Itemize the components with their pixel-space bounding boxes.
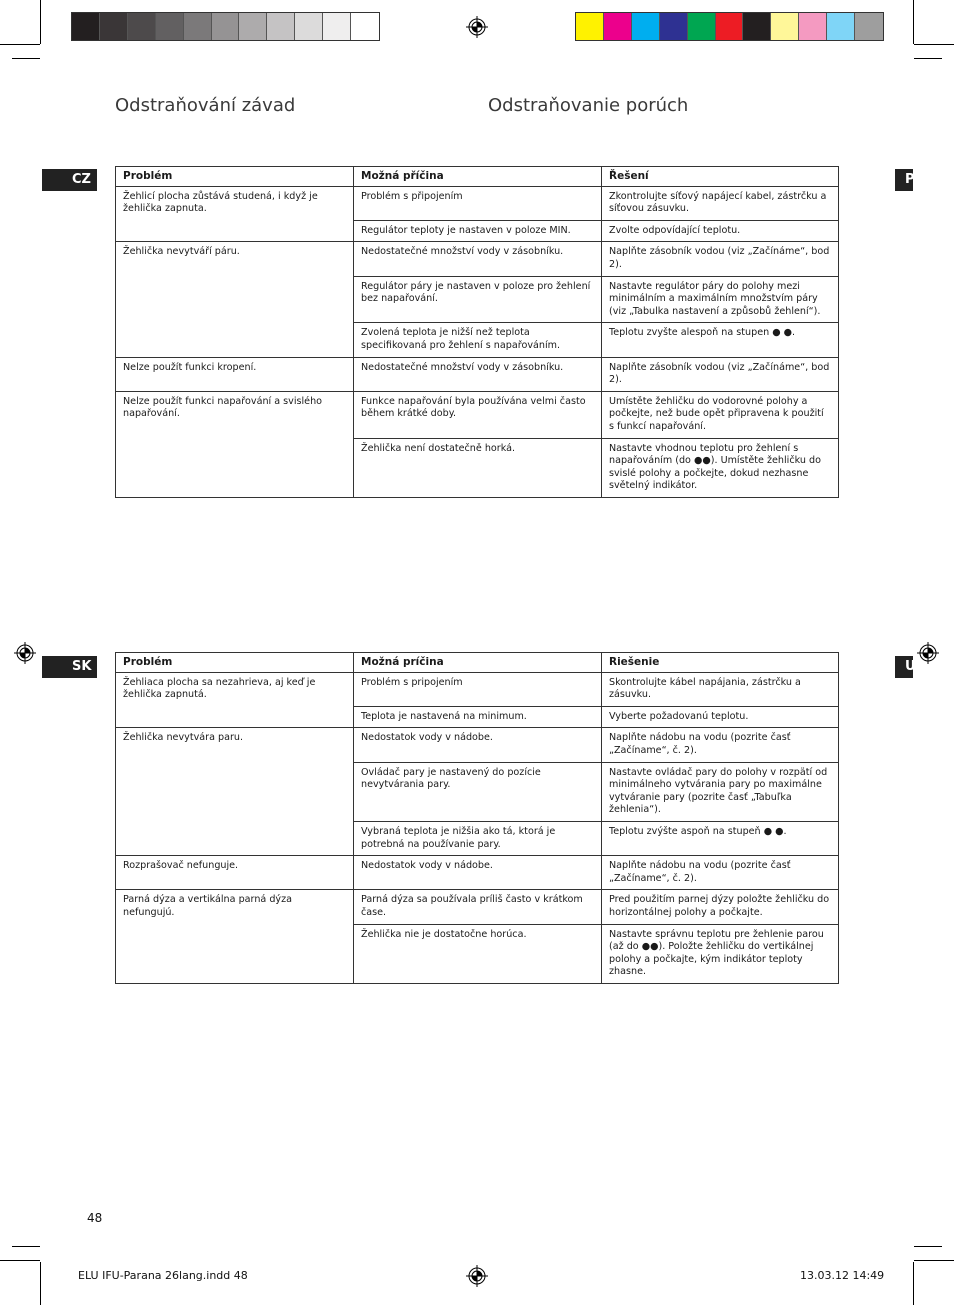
solution-cell: Naplňte zásobník vodou (viz „Začínáme“, bod 2). bbox=[602, 357, 839, 391]
registration-mark-icon bbox=[466, 1265, 488, 1287]
color-swatch bbox=[604, 13, 632, 40]
troubleshooting-table-sk bbox=[115, 652, 839, 984]
print-date: 13.03.12 14:49 bbox=[800, 1269, 885, 1282]
language-tab-sk: SK bbox=[42, 656, 97, 678]
crop-mark bbox=[914, 1260, 954, 1261]
registration-mark-icon bbox=[14, 642, 36, 664]
cause-cell: Problém s připojením bbox=[354, 186, 602, 220]
color-swatch bbox=[184, 13, 212, 40]
crop-mark bbox=[40, 1262, 41, 1305]
solution-cell: Skontrolujte kábel napájania, zástrčku a zásuvku. bbox=[602, 672, 839, 706]
table-row bbox=[116, 728, 839, 762]
column-header: Možná príčina bbox=[354, 653, 602, 673]
cause-cell: Funkce napařování byla používána velmi často během krátké doby. bbox=[354, 391, 602, 438]
problem-cell: Žehliaca plocha sa nezahrieva, aj keď je žehlička zapnutá. bbox=[116, 672, 354, 728]
cause-cell: Nedostatok vody v nádobe. bbox=[354, 856, 602, 890]
color-swatch bbox=[100, 13, 128, 40]
solution-cell: Naplňte nádobu na vodu (pozrite časť „Začíname“, č. 2). bbox=[602, 856, 839, 890]
grayscale-color-bar bbox=[71, 12, 380, 41]
color-swatch bbox=[323, 13, 351, 40]
cause-cell: Regulátor teploty je nastaven v poloze MIN. bbox=[354, 220, 602, 242]
solution-cell: Nastavte regulátor páry do polohy mezi minimálním a maximálním množstvím páry (viz „Tabulka nastavení a způsobů žehlení“). bbox=[602, 276, 839, 323]
color-swatch bbox=[660, 13, 688, 40]
solution-cell: Zkontrolujte síťový napájecí kabel, zástrčku a síťovou zásuvku. bbox=[602, 186, 839, 220]
column-header: Riešenie bbox=[602, 653, 839, 673]
cause-cell: Parná dýza sa používala príliš často v krátkom čase. bbox=[354, 890, 602, 924]
column-header: Problém bbox=[116, 167, 354, 187]
solution-cell: Zvolte odpovídající teplotu. bbox=[602, 220, 839, 242]
column-header: Problém bbox=[116, 653, 354, 673]
cause-cell: Nedostatok vody v nádobe. bbox=[354, 728, 602, 762]
solution-cell: Naplňte zásobník vodou (viz „Začínáme“, bod 2). bbox=[602, 242, 839, 276]
problem-cell: Žehlicí plocha zůstává studená, i když je žehlička zapnuta. bbox=[116, 186, 354, 242]
crop-mark bbox=[12, 58, 40, 59]
crop-mark bbox=[914, 44, 954, 45]
solution-cell: Nastavte správnu teplotu pre žehlenie parou (až do ●●). Položte žehličku do vertikálnej polohy a počkajte, kým indikátor teploty zhasne. bbox=[602, 924, 839, 983]
color-swatch bbox=[267, 13, 295, 40]
table-row bbox=[116, 242, 839, 276]
problem-cell: Nelze použít funkci kropení. bbox=[116, 357, 354, 391]
problem-cell: Parná dýza a vertikálna parná dýza nefungujú. bbox=[116, 890, 354, 984]
table-body bbox=[116, 186, 839, 497]
color-swatch bbox=[295, 13, 323, 40]
process-color-bar bbox=[575, 12, 884, 41]
table-body bbox=[116, 672, 839, 983]
registration-mark-icon bbox=[917, 642, 939, 664]
cause-cell: Regulátor páry je nastaven v poloze pro žehlení bez napařování. bbox=[354, 276, 602, 323]
color-swatch bbox=[212, 13, 240, 40]
color-swatch bbox=[855, 13, 883, 40]
registration-mark-icon bbox=[466, 16, 488, 38]
troubleshooting-table-cz bbox=[115, 166, 839, 498]
table-row bbox=[116, 391, 839, 438]
page-title-sk: Odstraňovanie porúch bbox=[488, 95, 689, 116]
color-swatch bbox=[239, 13, 267, 40]
cause-cell: Nedostatečné množství vody v zásobníku. bbox=[354, 357, 602, 391]
solution-cell: Nastavte ovládač pary do polohy v rozpätí od minimálneho vytvárania pary po maximálne vytváranie pary (pozrite časť „Tabuľka žehlenia“). bbox=[602, 762, 839, 821]
problem-cell: Žehlička nevytvára paru. bbox=[116, 728, 354, 856]
solution-cell: Vyberte požadovanú teplotu. bbox=[602, 706, 839, 728]
problem-cell: Žehlička nevytváří páru. bbox=[116, 242, 354, 357]
color-swatch bbox=[771, 13, 799, 40]
problem-cell: Nelze použít funkci napařování a svislého napařování. bbox=[116, 391, 354, 497]
language-tab-right-top: P bbox=[895, 169, 913, 191]
color-swatch bbox=[351, 13, 379, 40]
crop-mark bbox=[0, 44, 40, 45]
column-header: Možná příčina bbox=[354, 167, 602, 187]
color-swatch bbox=[576, 13, 604, 40]
color-swatch bbox=[128, 13, 156, 40]
cause-cell: Nedostatečné množství vody v zásobníku. bbox=[354, 242, 602, 276]
cause-cell: Problém s pripojením bbox=[354, 672, 602, 706]
color-swatch bbox=[743, 13, 771, 40]
cause-cell: Teplota je nastavená na minimum. bbox=[354, 706, 602, 728]
cause-cell: Žehlička není dostatečně horká. bbox=[354, 438, 602, 497]
solution-cell: Teplotu zvyšte alespoň na stupen ● ●. bbox=[602, 323, 839, 357]
language-tab-right-bottom: U bbox=[895, 656, 913, 678]
problem-cell: Rozprašovač nefunguje. bbox=[116, 856, 354, 890]
solution-cell: Naplňte nádobu na vodu (pozrite časť „Začíname“, č. 2). bbox=[602, 728, 839, 762]
solution-cell: Umístěte žehličku do vodorovné polohy a počkejte, než bude opět připravena k použití s funkcí napařování. bbox=[602, 391, 839, 438]
crop-mark bbox=[913, 0, 914, 44]
solution-cell: Pred použitím parnej dýzy položte žehličku do horizontálnej polohy a počkajte. bbox=[602, 890, 839, 924]
crop-mark bbox=[40, 0, 41, 44]
crop-mark bbox=[914, 1246, 942, 1247]
table-row bbox=[116, 357, 839, 391]
color-swatch bbox=[156, 13, 184, 40]
page-title-cz: Odstraňování závad bbox=[115, 95, 296, 116]
crop-mark bbox=[12, 1246, 40, 1247]
solution-cell: Nastavte vhodnou teplotu pro žehlení s napařováním (do ●●). Umístěte žehličku do svislé polohy a počkejte, dokud nezhasne světelný indikátor. bbox=[602, 438, 839, 497]
color-swatch bbox=[827, 13, 855, 40]
cause-cell: Vybraná teplota je nižšia ako tá, ktorá je potrebná na používanie pary. bbox=[354, 821, 602, 855]
color-swatch bbox=[632, 13, 660, 40]
color-swatch bbox=[716, 13, 744, 40]
cause-cell: Ovládač pary je nastavený do pozície nevytvárania pary. bbox=[354, 762, 602, 821]
page-number: 48 bbox=[87, 1211, 103, 1225]
table-header-row bbox=[116, 167, 839, 187]
table-row bbox=[116, 186, 839, 220]
language-tab-cz: CZ bbox=[42, 169, 97, 191]
file-info: ELU IFU-Parana 26lang.indd 48 bbox=[78, 1269, 248, 1282]
cause-cell: Zvolená teplota je nižší než teplota specifikovaná pro žehlení s napařováním. bbox=[354, 323, 602, 357]
color-swatch bbox=[688, 13, 716, 40]
table-row bbox=[116, 890, 839, 924]
table-header-row bbox=[116, 653, 839, 673]
column-header: Řešení bbox=[602, 167, 839, 187]
solution-cell: Teplotu zvýšte aspoň na stupeň ● ●. bbox=[602, 821, 839, 855]
crop-mark bbox=[0, 1260, 40, 1261]
color-swatch bbox=[72, 13, 100, 40]
color-swatch bbox=[799, 13, 827, 40]
table-row bbox=[116, 672, 839, 706]
crop-mark bbox=[914, 58, 942, 59]
cause-cell: Žehlička nie je dostatočne horúca. bbox=[354, 924, 602, 983]
table-row bbox=[116, 856, 839, 890]
crop-mark bbox=[913, 1262, 914, 1305]
